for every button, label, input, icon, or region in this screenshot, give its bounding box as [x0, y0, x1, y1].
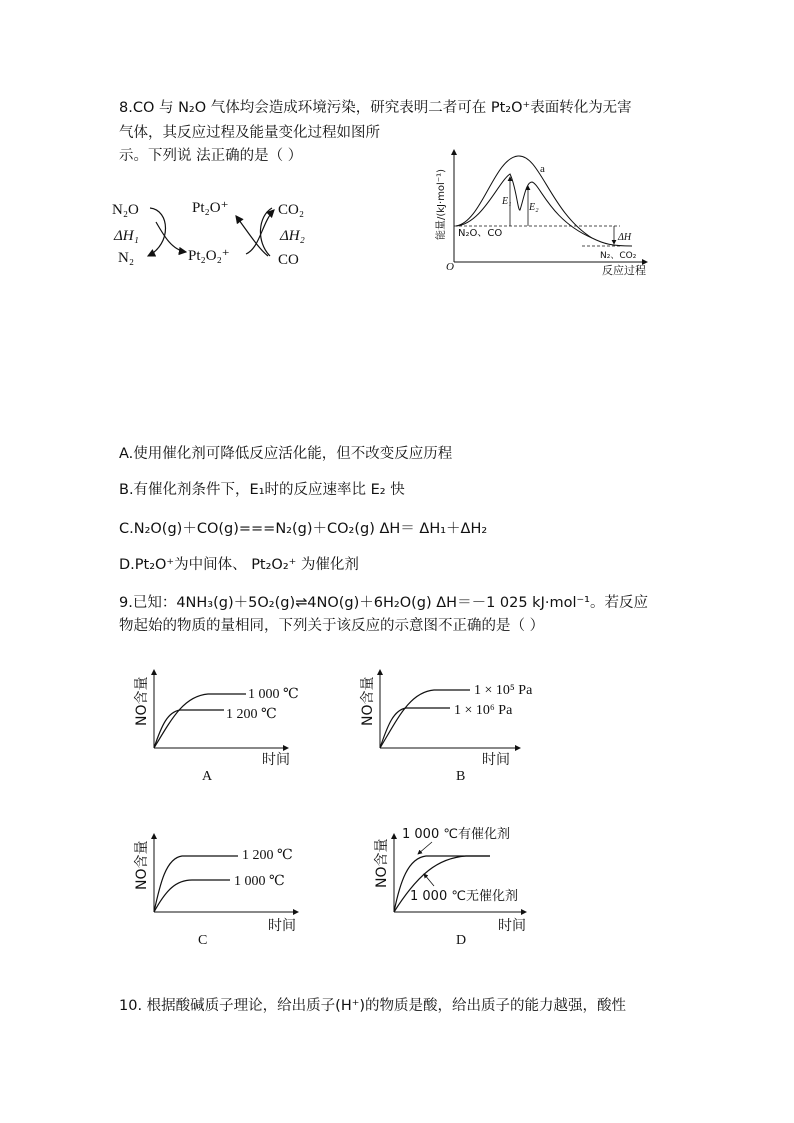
e1-label: E₁: [502, 196, 512, 207]
curve-a-label: a: [540, 163, 545, 175]
q8-stem-line3: 示。下列说 法正确的是（ ）: [119, 148, 303, 164]
graph-b-xlabel: 时间: [482, 752, 510, 768]
graph-d-letter: D: [456, 933, 467, 948]
graph-c-upper-curve: [154, 856, 238, 912]
graph-a-letter: A: [202, 769, 213, 784]
graph-c-lower-label: 1 000 ℃: [234, 874, 285, 889]
q9-stem-line1: 9.已知：4NH₃(g)＋5O₂(g)⇌4NO(g)＋6H₂O(g) ΔH＝－1 025 kJ·mol⁻¹。若反应: [119, 595, 648, 611]
dh-label: ΔH: [618, 232, 632, 243]
graph-c-ylabel: NO含量: [134, 840, 150, 890]
graph-c-upper-label: 1 200 ℃: [242, 848, 293, 863]
energy-x-label: 反应过程: [602, 264, 646, 277]
q8-option-a: A.使用催化剂可降低反应活化能，但不改变反应历程: [119, 446, 453, 462]
q8-option-b: B.有催化剂条件下，E₁时的反应速率比 E₂ 快: [119, 482, 405, 498]
graph-c-xlabel: 时间: [268, 918, 296, 934]
left-inner-arrow: [156, 222, 186, 252]
graph-b-lower-label: 1 × 10⁶ Pa: [454, 703, 513, 718]
cycle-co: CO: [278, 252, 299, 268]
q8-stem-line1: 8.CO 与 N₂O 气体均会造成环境污染，研究表明二者可在 Pt₂O⁺表面转化为无害: [119, 100, 632, 116]
cycle-pt2o2: Pt₂O₂⁺: [188, 248, 230, 264]
cycle-n2o: N₂O: [112, 202, 139, 218]
energy-origin: O: [446, 261, 454, 273]
cycle-pt2o: Pt₂O⁺: [192, 200, 229, 216]
graph-d-upper-pointer: [418, 842, 432, 854]
graph-d-xlabel: 时间: [498, 918, 526, 934]
graph-b-upper-curve: [380, 690, 470, 748]
catalytic-cycle-diagram: [108, 192, 323, 272]
energy-profile-diagram: [432, 142, 662, 278]
graph-a-ylabel: NO含量: [134, 676, 150, 726]
graph-b-lower-curve: [380, 708, 450, 748]
graph-d-ylabel: NO含量: [374, 838, 390, 888]
graph-d: [354, 820, 554, 950]
left-cycle-arrow: [148, 208, 166, 256]
graph-b: [354, 664, 564, 784]
cycle-n2: N₂: [118, 250, 135, 266]
cycle-co2: CO₂: [278, 202, 305, 218]
graph-c-lower-curve: [154, 880, 230, 912]
graph-c-letter: C: [198, 933, 208, 948]
graph-a-xlabel: 时间: [262, 752, 290, 768]
cycle-dh2: ΔH₂: [280, 228, 305, 244]
e2-label: E₂: [529, 202, 539, 213]
graph-a-lower-label: 1 200 ℃: [226, 707, 277, 722]
graph-b-letter: B: [456, 769, 466, 784]
q10-stem-line1: 10. 根据酸碱质子理论，给出质子(H⁺)的物质是酸，给出质子的能力越强，酸性: [119, 998, 627, 1014]
graph-a: [128, 664, 308, 784]
graph-a-upper-label: 1 000 ℃: [248, 687, 299, 702]
energy-y-label: 能量/(kJ·mol⁻¹): [436, 168, 447, 240]
q8-option-c: C.N₂O(g)＋CO(g)===N₂(g)＋CO₂(g) ΔH＝ ΔH₁＋ΔH₂: [119, 521, 488, 537]
q8-option-d: D.Pt₂O⁺为中间体、 Pt₂O₂⁺ 为催化剂: [119, 557, 359, 573]
graph-c: [128, 828, 308, 950]
graph-b-ylabel: NO含量: [360, 676, 376, 726]
graph-d-lower-label: 1 000 ℃无催化剂: [410, 889, 518, 904]
graph-a-lower-curve: [154, 710, 224, 748]
cycle-dh1: ΔH₁: [114, 228, 139, 244]
graph-b-upper-label: 1 × 10⁵ Pa: [474, 683, 533, 698]
q9-stem-line2: 物起始的物质的量相同，下列关于该反应的示意图不正确的是（ ）: [119, 618, 545, 634]
graph-d-upper-label: 1 000 ℃有催化剂: [402, 827, 510, 842]
products-label: N₂、CO₂: [600, 251, 637, 261]
q8-stem-line2: 气体，其反应过程及能量变化过程如图所: [119, 125, 380, 141]
graph-d-lower-pointer: [424, 874, 434, 886]
reactants-label: N₂O、CO: [458, 228, 503, 239]
